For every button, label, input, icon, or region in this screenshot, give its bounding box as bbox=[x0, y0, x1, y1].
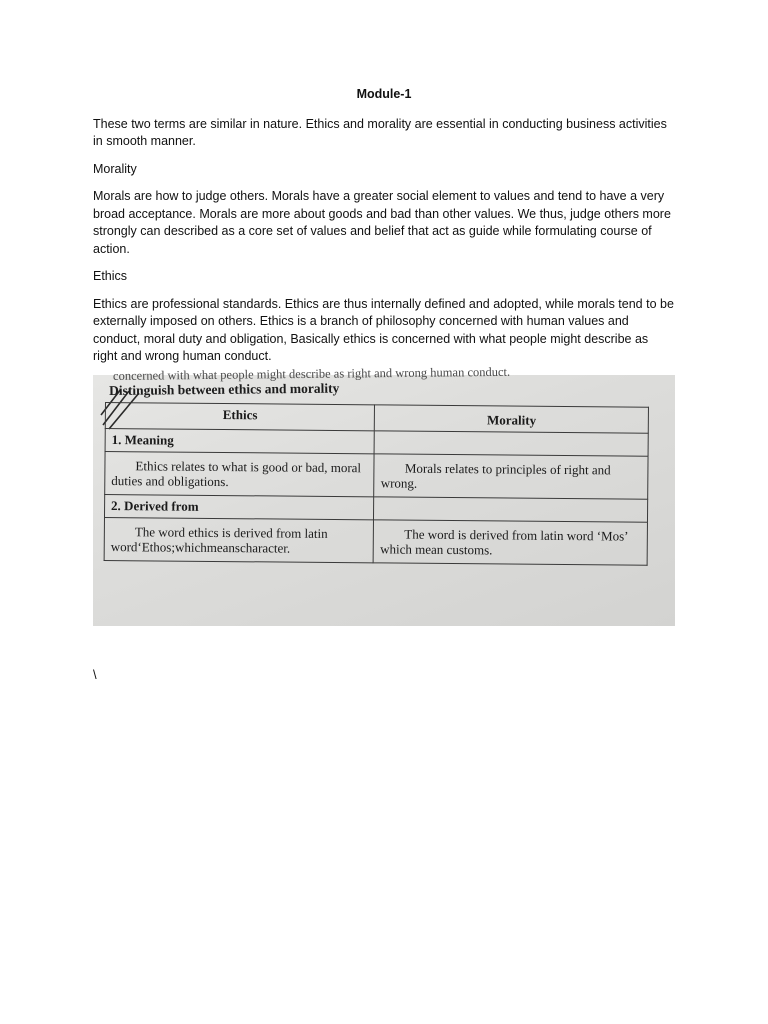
ethics-paragraph: Ethics are professional standards. Ethics are thus internally defined and adopted, while morals tend to be externally imposed on others. Ethics is a branch of philosophy concerned with human values and conduct, moral duty and obligation, Basically ethics is concerned with what people might describe as right and wrong human conduct. bbox=[93, 296, 674, 363]
document-title: Module-1 bbox=[356, 87, 412, 101]
morality-paragraph: Morals are how to judge others. Morals have a greater social element to values and tend to have a very broad acceptance. Morals are more about goods and bad than other values. We thus, judge others more strongly can described as a core set of values and belief that act as guide while formulating course of action. bbox=[93, 189, 671, 256]
document-body bbox=[93, 86, 675, 376]
trailing-backslash: \ bbox=[93, 667, 97, 682]
header-ethics: Ethics bbox=[105, 403, 375, 431]
section-label: 1. Meaning bbox=[105, 429, 375, 454]
photo-heading: Distinguish between ethics and morality bbox=[109, 380, 340, 398]
ethics-heading: Ethics bbox=[93, 269, 128, 283]
table-row bbox=[104, 518, 647, 566]
ethics-cell: Ethics relates to what is good or bad, moral duties and obligations. bbox=[105, 452, 375, 497]
intro-paragraph: These two terms are similar in nature. Ethics and morality are essential in conducting business activities in smooth manner. bbox=[93, 116, 667, 148]
table-row bbox=[105, 452, 648, 500]
textbook-photo bbox=[93, 364, 675, 626]
section-label: 2. Derived from bbox=[104, 495, 374, 520]
comparison-table bbox=[104, 402, 649, 566]
table-cell bbox=[375, 431, 649, 456]
ethics-cell: The word ethics is derived from latin word‘Ethos;whichmeanscharacter. bbox=[104, 518, 374, 563]
photo-cut-line: concerned with what people might describe as right and wrong human conduct. bbox=[112, 364, 511, 383]
morality-cell: Morals relates to principles of right and wrong. bbox=[374, 454, 648, 499]
header-morality: Morality bbox=[375, 405, 649, 433]
morality-cell: The word is derived from latin word ‘Mos’ which mean customs. bbox=[374, 520, 648, 565]
morality-heading: Morality bbox=[93, 161, 137, 176]
table-cell bbox=[374, 497, 648, 522]
